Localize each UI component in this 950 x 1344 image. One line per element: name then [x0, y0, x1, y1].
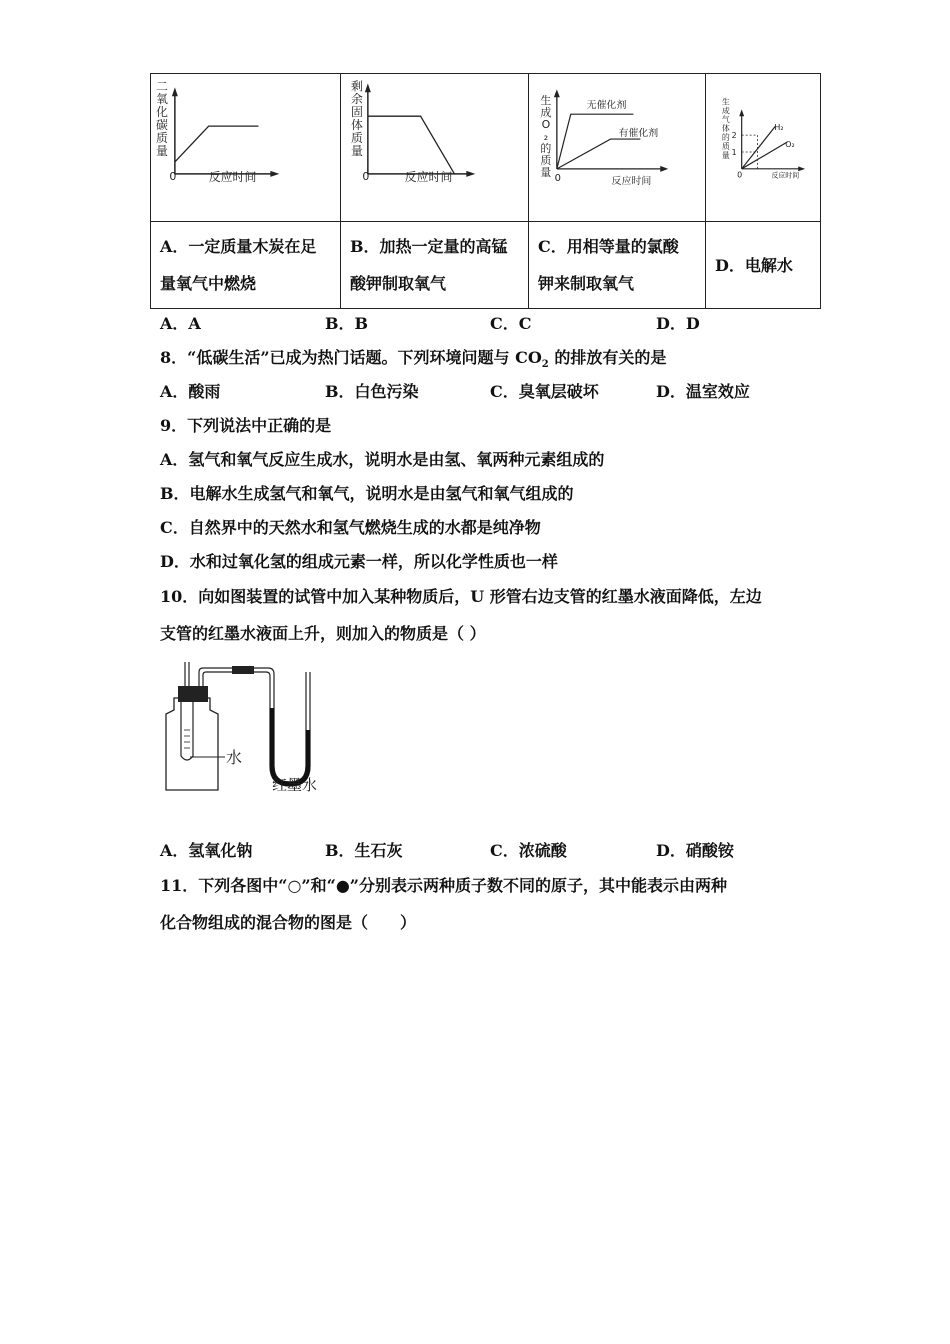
- svg-text:生成O₂的质量: 生成 O ₂ 的质量: [540, 94, 552, 179]
- graph-d-origin: 0: [737, 170, 743, 180]
- graph-c: [529, 74, 705, 221]
- q8-option-b[interactable]: B．白色污染: [325, 382, 419, 401]
- q10-stem-line2: 支管的红墨水液面上升，则加入的物质是（ ）: [160, 624, 486, 643]
- graph-c-xlabel: 反应时间: [611, 175, 652, 187]
- option-c-cell: [529, 222, 706, 309]
- graph-d-xlabel: 反应时间: [771, 171, 800, 180]
- q10-apparatus-figure: [160, 658, 345, 800]
- graph-b: [341, 74, 528, 221]
- graph-c-line2-label: 有催化剂: [618, 128, 659, 140]
- graph-c-line1-label: 无催化剂: [586, 100, 627, 112]
- graph-b-origin: 0: [362, 169, 370, 183]
- q10-option-d[interactable]: D．硝酸铵: [656, 841, 734, 860]
- option-a-text-line2: 量氧气中燃烧: [160, 274, 257, 293]
- option-d-cell: [706, 222, 821, 309]
- svg-text:剩余固体质量: 剩余固体质量: [350, 79, 363, 158]
- svg-text:二氧化碳质量: 二氧化碳质量: [155, 79, 168, 158]
- q8-option-c[interactable]: C．臭氧层破坏: [490, 382, 599, 401]
- q7-option-d[interactable]: D．D: [656, 314, 700, 333]
- q10-option-c[interactable]: C．浓硫酸: [490, 841, 567, 860]
- q11-stem-line2: 化合物组成的混合物的图是（ ）: [160, 913, 417, 932]
- q9-option-b[interactable]: B．电解水生成氢气和氧气，说明水是由氢气和氧气组成的: [160, 484, 574, 503]
- q7-options-table: [150, 73, 821, 309]
- graph-d-ylabel: [722, 96, 730, 160]
- graph-a: [151, 74, 340, 221]
- q11-stem-line1: 11．下列各图中“○”和“●”分别表示两种质子数不同的原子，其中能表示由两种: [160, 876, 728, 895]
- q8-stem-sub: 2: [541, 359, 549, 371]
- q8-stem: [160, 345, 666, 370]
- q8-option-a[interactable]: A．酸雨: [160, 382, 221, 401]
- q10-stem-line1: 10．向如图装置的试管中加入某种物质后，U 形管右边支管的红墨水液面降低，左边: [160, 587, 762, 606]
- graph-c-origin: 0: [554, 172, 562, 184]
- graph-d-line1-label: H₂: [774, 123, 784, 133]
- option-a-text-line1: A．一定质量木炭在足: [160, 237, 317, 256]
- q8-stem-before: 8．“低碳生活”已成为热门话题。下列环境问题与 CO: [160, 348, 542, 367]
- q9-option-a[interactable]: A．氢气和氧气反应生成水，说明水是由氢、氧两种元素组成的: [160, 450, 605, 469]
- graph-a-cell: [151, 74, 341, 222]
- q10-water-label: 水: [226, 748, 243, 767]
- option-c-text-line2: 钾来制取氧气: [538, 274, 635, 293]
- graph-b-xlabel: 反应时间: [404, 169, 453, 184]
- q10-option-a[interactable]: A．氢氧化钠: [160, 841, 253, 860]
- q8-option-d[interactable]: D．温室效应: [656, 382, 750, 401]
- q9-option-c[interactable]: C．自然界中的天然水和氢气燃烧生成的水都是纯净物: [160, 518, 541, 537]
- graph-d-line2-label: O₂: [785, 140, 795, 150]
- option-b-cell: [341, 222, 529, 309]
- graph-d: [706, 74, 820, 221]
- q7-option-b[interactable]: B．B: [325, 314, 369, 333]
- graph-c-ylabel: [540, 93, 551, 179]
- graph-b-cell: [341, 74, 529, 222]
- option-a-cell: [151, 222, 341, 309]
- graph-a-xlabel: 反应时间: [208, 169, 257, 184]
- q10-red-ink-label: 红墨水: [272, 776, 318, 794]
- graph-b-ylabel: [351, 79, 363, 158]
- graph-d-cell: [706, 74, 821, 222]
- q9-option-d[interactable]: D．水和过氧化氢的组成元素一样，所以化学性质也一样: [160, 552, 558, 571]
- q10-option-b[interactable]: B．生石灰: [325, 841, 403, 860]
- q9-stem: 9．下列说法中正确的是: [160, 416, 332, 435]
- option-b-text-line2: 酸钾制取氧气: [350, 274, 447, 293]
- graph-d-tick-2: 2: [731, 131, 737, 141]
- option-d-text: D．电解水: [715, 255, 793, 275]
- option-b-text-line1: B．加热一定量的高锰: [350, 237, 508, 256]
- q8-stem-after: 的排放有关的是: [548, 348, 667, 367]
- q7-option-c[interactable]: C．C: [490, 314, 532, 333]
- graph-d-tick-1: 1: [731, 147, 737, 157]
- q7-option-a[interactable]: A．A: [160, 314, 201, 333]
- option-c-text-line1: C．用相等量的氯酸: [538, 237, 679, 256]
- graph-c-cell: [529, 74, 706, 222]
- svg-text:生成气体的质量: 生成气体的质量: [721, 97, 730, 160]
- graph-a-ylabel: [156, 79, 168, 158]
- graph-a-origin: 0: [169, 169, 177, 183]
